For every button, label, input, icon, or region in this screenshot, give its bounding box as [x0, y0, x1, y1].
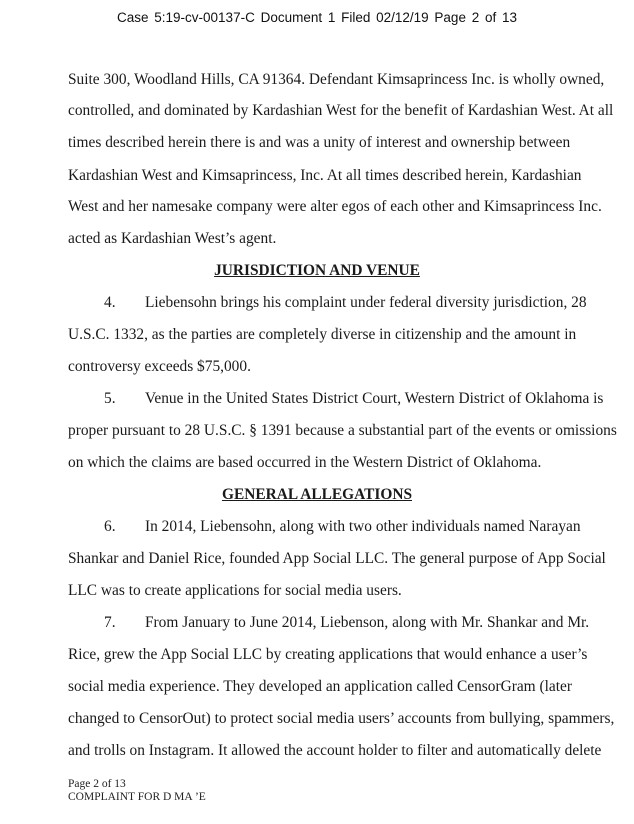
paragraph-number: 7.: [104, 614, 116, 631]
paragraph-number: 4.: [104, 294, 116, 311]
text-line: times described herein there is and was a unity of interest and ownership between: [68, 134, 571, 151]
text-line: Venue in the United States District Court, Western District of Oklahoma is: [145, 390, 604, 407]
paragraph-number: 5.: [104, 390, 116, 407]
text-line: Suite 300, Woodland Hills, CA 91364. Defendant Kimsaprincess Inc. is wholly owned,: [68, 71, 605, 88]
text-line: West and her namesake company were alter egos of each other and Kimsaprincess Inc.: [68, 198, 602, 215]
text-line: Kardashian West and Kimsaprincess, Inc. At all times described herein, Kardashian: [68, 167, 582, 184]
text-line: controversy exceeds $75,000.: [68, 358, 251, 375]
paragraph-number: 6.: [104, 518, 116, 535]
text-line: U.S.C. 1332, as the parties are completely diverse in citizenship and the amount in: [68, 326, 577, 343]
text-line: In 2014, Liebensohn, along with two other individuals named Narayan: [145, 518, 581, 535]
text-line: acted as Kardashian West’s agent.: [68, 230, 277, 247]
footer-document-title: COMPLAINT FOR D MA ’E: [68, 791, 206, 803]
section-heading-jurisdiction: JURISDICTION AND VENUE: [214, 262, 420, 279]
text-line: controlled, and dominated by Kardashian West for the benefit of Kardashian West. At all: [68, 102, 614, 119]
text-line: and trolls on Instagram. It allowed the account holder to filter and automatically delete: [68, 742, 602, 759]
text-line: Shankar and Daniel Rice, founded App Social LLC. The general purpose of App Social: [68, 550, 606, 567]
text-line: LLC was to create applications for social media users.: [68, 582, 402, 599]
text-line: changed to CensorOut) to protect social media users’ accounts from bullying, spammers,: [68, 710, 615, 727]
text-line: on which the claims are based occurred in the Western District of Oklahoma.: [68, 454, 542, 471]
text-line: Rice, grew the App Social LLC by creating applications that would enhance a user’s: [68, 646, 588, 663]
section-heading-allegations: GENERAL ALLEGATIONS: [221, 486, 412, 503]
case-header: Case 5:19-cv-00137-C Document 1 Filed 02/12/19 Page 2 of 13: [117, 10, 517, 25]
text-line: Liebensohn brings his complaint under federal diversity jurisdiction, 28: [145, 294, 587, 311]
text-line: From January to June 2014, Liebenson, along with Mr. Shankar and Mr.: [145, 614, 590, 631]
text-line: proper pursuant to 28 U.S.C. § 1391 because a substantial part of the events or omissions: [68, 422, 617, 439]
footer-page-number: Page 2 of 13: [68, 778, 126, 790]
text-line: social media experience. They developed an application called CensorGram (later: [68, 678, 572, 695]
